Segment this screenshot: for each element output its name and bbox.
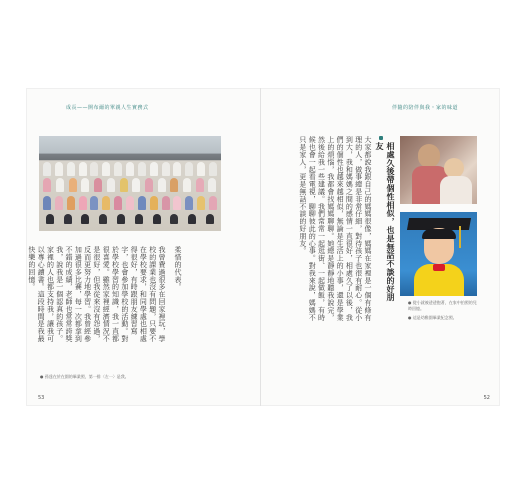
left-body-text: 我曾費過很多在回家裡玩，學校的課業也沒有問題，只要不在學校要求，和同學處也相處得很好，有時跟朋友練習寫字，也會參加學校的活動。對於學校學習的知識，我一直都很喜愛。雖然家裡經濟情況不是很好，但我從來沒有怨過，反而更努力地學習。我曾經參加過很多比賽，每一次都拿到不錯的成績，老師也常常誇獎我，說我是一個認真的孩子。家裡的人也都支持我，讓我可以專心讀書。這段時間是我最快樂的回憶。 [27, 246, 166, 343]
mother-child-photo [400, 136, 477, 204]
heading-bullet-icon [379, 136, 383, 140]
photo-caption-2: ● 這是幼稚園畢業紀念照。 [408, 315, 457, 320]
left-running-head: 成長——開布爾的單親人生實務式 [66, 105, 149, 111]
cap-tassel [459, 226, 461, 248]
photo-back-row [41, 162, 219, 176]
right-page-number: 52 [483, 395, 490, 401]
photo-caption-1: ● 從小就被爸爸抱著，在家中拍照的兒時回憶。 [408, 300, 477, 311]
right-running-head: 伴隨的陪伴與我・家的味道 [391, 105, 458, 111]
section-heading: 相處久後帶個性相似，也是無話不談的好朋友 [375, 142, 396, 302]
photo-front-row [41, 196, 219, 210]
photo-adult-face [418, 144, 440, 168]
graduation-photo [400, 212, 477, 296]
left-closing-line: 柔惜的代表。 [174, 246, 182, 291]
book-gutter [260, 88, 261, 406]
photo-child-face [444, 158, 464, 178]
class-photo [39, 136, 221, 231]
photo-child-body [440, 176, 472, 204]
left-page-number: 53 [38, 395, 45, 401]
photo-floor-row [41, 214, 219, 228]
boy-hair [422, 229, 456, 239]
right-body-text: 大家都說我跟自己的媽媽很像，媽媽在家裡是一個有條有理的人，做事總是非常仔細，對待孩子也很有耐心。從小到大，我和媽媽之間的感情一直很好，相處久了以後，我們的個性也越來越相似，無論是生活上的小事，還是學業上的煩惱，我都會找媽媽聊聊。她總是靜靜地聽我說完，然後給我一些建議。我們常常一起逛街、一起做飯，有時候也會一起看電視，聊聊彼此的心事。對我來說，媽媽不只是家人，更是無話不談的好朋友。 [298, 136, 372, 321]
bow-tie [433, 264, 445, 271]
class-photo-caption: ● 孫達在於在園的畢業照，第一排〈左一〉是我。 [40, 374, 129, 379]
photo-middle-row [41, 178, 219, 192]
